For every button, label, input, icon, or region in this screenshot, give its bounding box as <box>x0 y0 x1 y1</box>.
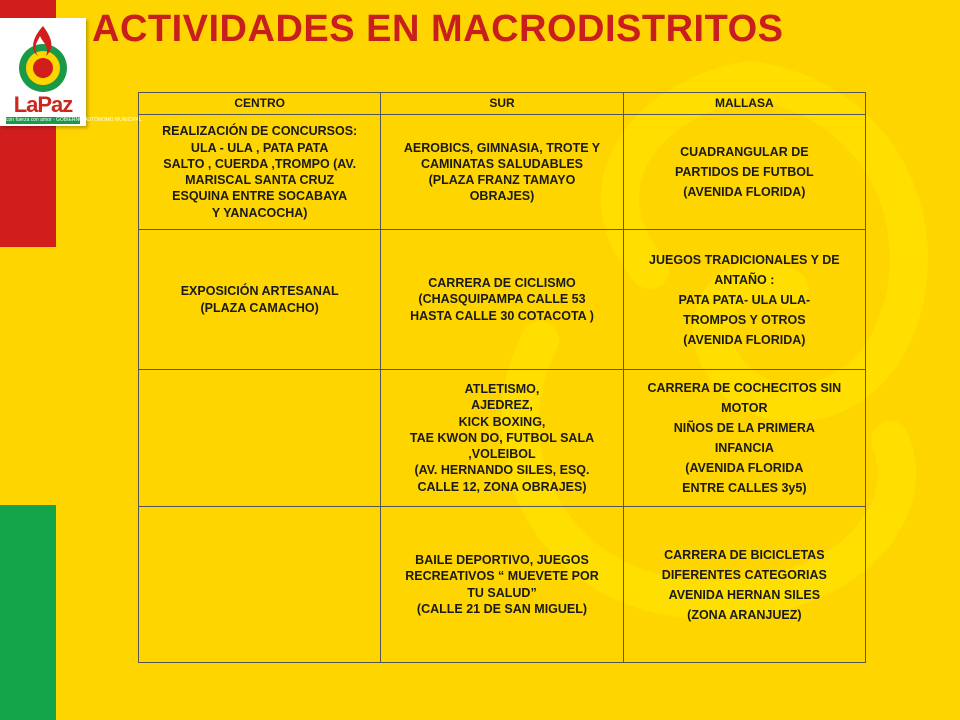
flame-emblem-icon <box>0 18 86 98</box>
table-cell: REALIZACIÓN DE CONCURSOS: ULA - ULA , PATA PATA SALTO , CUERDA ,TROMPO (AV. MARISCAL SANTA CRUZ ESQUINA ENTRE SOCABAYA Y YANACOCHA) <box>139 115 381 230</box>
table-row <box>139 507 866 663</box>
table-cell: BAILE DEPORTIVO, JUEGOS RECREATIVOS “ MUEVETE POR TU SALUD” (CALLE 21 DE SAN MIGUEL) <box>381 507 623 663</box>
flag-stripe-green <box>0 505 56 720</box>
table-cell: CARRERA DE CICLISMO (CHASQUIPAMPA CALLE 53 HASTA CALLE 30 COTACOTA ) <box>381 230 623 370</box>
table-cell: ATLETISMO, AJEDREZ, KICK BOXING, TAE KWON DO, FUTBOL SALA ,VOLEIBOL (AV. HERNANDO SILES, ESQ. CALLE 12, ZONA OBRAJES) <box>381 370 623 507</box>
flag-stripe-yellow <box>0 247 56 505</box>
table-row <box>139 115 866 230</box>
logo-tagline: con fuerza con amor · GOBIERNO AUTÓNOMO MUNICIPAL <box>6 117 142 123</box>
table-cell: CUADRANGULAR DE PARTIDOS DE FUTBOL (AVENIDA FLORIDA) <box>623 115 865 230</box>
table-cell: CARRERA DE COCHECITOS SIN MOTOR NIÑOS DE LA PRIMERA INFANCIA (AVENIDA FLORIDA ENTRE CALLES 3y5) <box>623 370 865 507</box>
page-title: ACTIVIDADES EN MACRODISTRITOS <box>92 8 784 50</box>
table-cell <box>139 507 381 663</box>
table-cell: CARRERA DE BICICLETAS DIFERENTES CATEGORIAS AVENIDA HERNAN SILES (ZONA ARANJUEZ) <box>623 507 865 663</box>
table-cell: JUEGOS TRADICIONALES Y DE ANTAÑO : PATA PATA- ULA ULA- TROMPOS Y OTROS (AVENIDA FLORIDA) <box>623 230 865 370</box>
la-paz-logo <box>0 18 142 126</box>
column-header-mallasa: MALLASA <box>623 93 865 115</box>
table-cell: AEROBICS, GIMNASIA, TROTE Y CAMINATAS SALUDABLES (PLAZA FRANZ TAMAYO OBRAJES) <box>381 115 623 230</box>
logo-wordmark: LaPaz <box>13 92 73 117</box>
table-row <box>139 370 866 507</box>
column-header-centro: CENTRO <box>139 93 381 115</box>
table-header-row <box>139 93 866 115</box>
table-cell: EXPOSICIÓN ARTESANAL (PLAZA CAMACHO) <box>139 230 381 370</box>
table-cell <box>139 370 381 507</box>
table-row <box>139 230 866 370</box>
activities-table <box>138 92 866 663</box>
column-header-sur: SUR <box>381 93 623 115</box>
